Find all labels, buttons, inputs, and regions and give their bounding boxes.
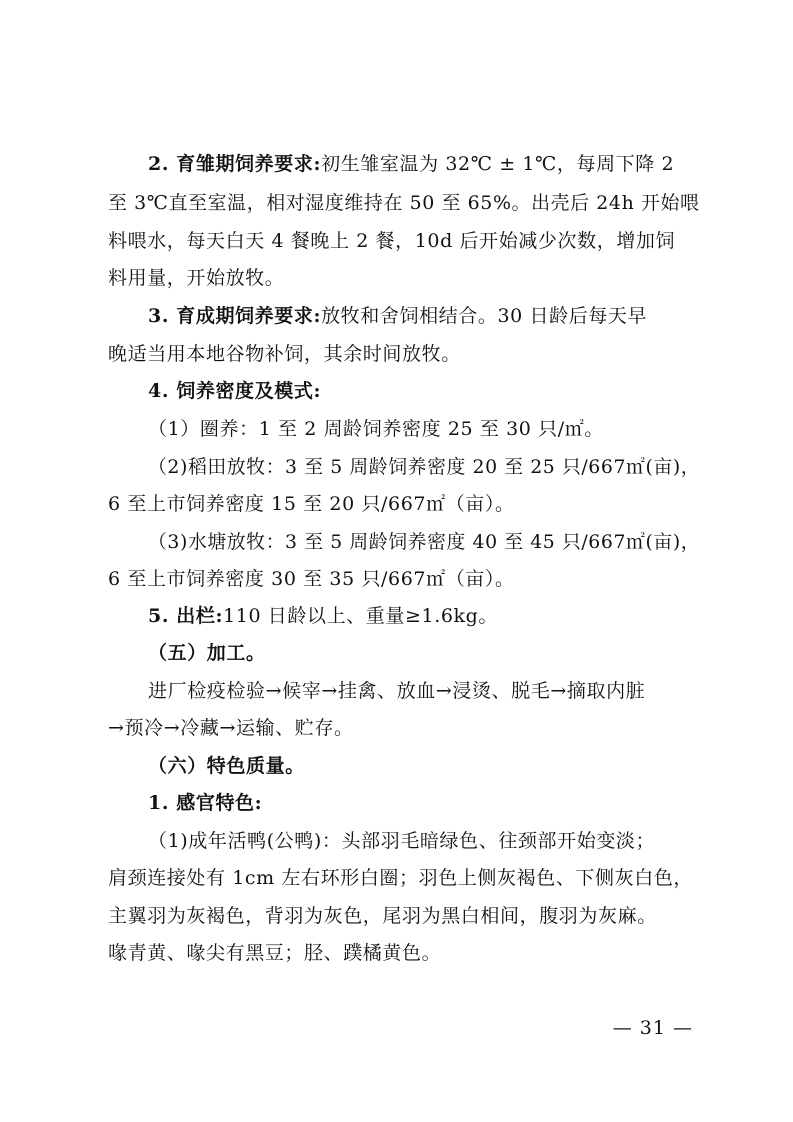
para-3-line-2: 晚适当用本地谷物补饲，其余时间放牧。 — [108, 343, 461, 365]
para-4-item-3-line-1: （3)水塘放牧：3 至 5 周龄饲养密度 40 至 45 只/667㎡(亩)， — [148, 531, 701, 553]
para-5-heading: 5. 出栏: — [148, 605, 224, 627]
section-6-sub-heading: 1. 感官特色: — [148, 792, 263, 814]
para-4-item-2-line-2: 6 至上市饲养密度 15 至 20 只/667㎡（亩）。 — [108, 493, 515, 515]
para-4-heading: 4. 饲养密度及模式: — [148, 380, 322, 402]
section-6-line-3: 主翼羽为灰褐色，背羽为灰色，尾羽为黑白相间，腹羽为灰麻。 — [108, 905, 657, 927]
para-2-line-1 — [148, 152, 674, 176]
para-5-line — [148, 604, 498, 628]
para-5-text: 110 日龄以上、重量≥1.6kg。 — [223, 605, 498, 627]
para-3-heading: 3. 育成期饲养要求: — [148, 305, 322, 327]
para-2-line-1-text: 初生雏室温为 32℃ ± 1℃，每周下降 2 — [321, 153, 675, 175]
section-6-line-4: 喙青黄、喙尖有黑豆；胫、蹼橘黄色。 — [108, 942, 442, 964]
para-2-line-2: 至 3℃直至室温，相对湿度维持在 50 至 65%。出壳后 24h 开始喂 — [108, 192, 700, 214]
para-2-heading: 2. 育雏期饲养要求: — [148, 153, 322, 175]
para-2-line-3: 料喂水，每天白天 4 餐晚上 2 餐，10d 后开始减少次数，增加饲 — [108, 230, 676, 252]
para-4-item-1: （1）圈养：1 至 2 周龄饲养密度 25 至 30 只/㎡。 — [148, 418, 604, 440]
section-5-line-2: →预冷→冷藏→运输、贮存。 — [108, 717, 354, 739]
para-3-line-1-text: 放牧和舍饲相结合。30 日龄后每天早 — [321, 305, 648, 327]
section-5-heading: （五）加工。 — [148, 642, 266, 664]
para-2-line-4: 料用量，开始放牧。 — [108, 267, 285, 289]
section-6-heading: （六）特色质量。 — [148, 755, 305, 777]
para-4-item-2-line-1: （2)稻田放牧：3 至 5 周龄饲养密度 20 至 25 只/667㎡(亩)， — [148, 456, 701, 478]
section-6-line-1: （1)成年活鸭(公鸭)：头部羽毛暗绿色、往颈部开始变淡； — [148, 830, 656, 852]
section-5-line-1: 进厂检疫检验→候宰→挂禽、放血→浸烫、脱毛→摘取内脏 — [148, 680, 646, 702]
section-6-line-2: 肩颈连接处有 1cm 左右环形白圈；羽色上侧灰褐色、下侧灰白色， — [108, 867, 694, 889]
para-3-line-1 — [148, 304, 647, 328]
para-4-item-3-line-2: 6 至上市饲养密度 30 至 35 只/667㎡（亩）。 — [108, 568, 515, 590]
page-number: — 31 — — [612, 1017, 693, 1039]
